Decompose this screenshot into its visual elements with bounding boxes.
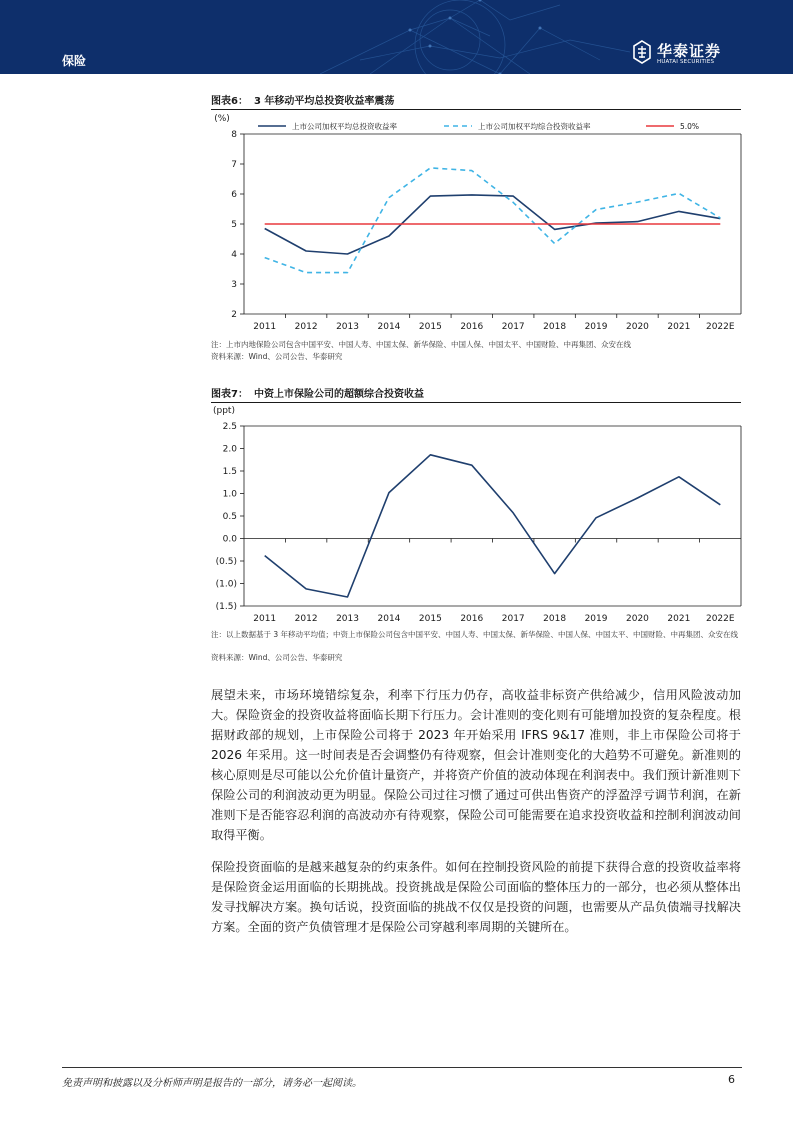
- series-line-2: [265, 168, 721, 273]
- x-tick-label: 2022E: [705, 614, 735, 624]
- chart-total-investment-yield: [206, 110, 746, 335]
- series-line: [265, 455, 721, 597]
- paragraph-outlook: 展望未来，市场环境错综复杂，利率下行压力仍存，高收益非标资产供给减少，信用风险波动加大。保险资金的投资收益将面临长期下行压力。会计准则的变化则有可能增加投资的复杂程度。根据财政部的规划，上市保险公司将于 2023 年开始采用 IFRS 9&17 准则，非上市保险公司将于 2026 年采用。这一时间表是否会调整仍有待观察，但会计准则变化的大趋势不可避免。新准则的核心原则是尽可能以公允价值计量资产，并将资产价值的波动体现在利润表中。我们预计新准则下保险公司的利润波动更为明显。保险公司过往习惯了通过可供出售资产的浮盈浮亏调节利润，在新准则下是否能容忍利润的高波动亦有待观察，保险公司可能需要在追求投资收益和控制利润波动间取得平衡。: [211, 688, 741, 842]
- huatai-logo-icon: [632, 40, 652, 64]
- figure7-source: 资料来源：Wind、公司公告、华泰研究: [211, 653, 343, 662]
- y-unit-label: (ppt): [213, 406, 235, 416]
- x-tick-label: 2014: [377, 322, 401, 332]
- x-tick-label: 2020: [626, 614, 649, 624]
- y-tick-label: 0.0: [222, 534, 237, 545]
- figure6-title: [211, 92, 741, 110]
- x-tick-label: 2015: [418, 614, 442, 624]
- figure6-source: 资料来源：Wind、公司公告、华泰研究: [211, 352, 343, 361]
- y-tick-label: 3: [231, 280, 237, 290]
- huatai-logo: [632, 37, 742, 69]
- figure7-heading: 中资上市保险公司的超额综合投资收益: [253, 389, 424, 400]
- x-tick-label: 2012: [294, 614, 318, 624]
- y-tick-label: 5: [231, 220, 237, 230]
- y-tick-label: 1.0: [222, 489, 237, 500]
- y-tick-label: (0.5): [215, 557, 237, 567]
- y-tick-label: (1.5): [215, 602, 237, 612]
- x-tick-label: 2016: [460, 614, 484, 624]
- x-tick-label: 2019: [584, 322, 608, 332]
- x-tick-label: 2017: [501, 322, 525, 332]
- paragraph-investment-challenge: 保险投资面临的是越来越复杂的约束条件。如何在控制投资风险的前提下获得合意的投资收益率将是保险资金运用面临的长期挑战。投资挑战是保险公司面临的整体压力的一部分，也必须从整体出发寻找解决方案。换句话说，投资面临的挑战不仅仅是投资的问题，也需要从产品负债端寻找解决方案。全面的资产负债管理才是保险公司穿越利率周期的关键所在。: [211, 860, 741, 934]
- x-tick-label: 2011: [253, 322, 277, 332]
- logo-chinese-text: 华泰证券: [657, 42, 722, 60]
- page-header: [0, 0, 793, 74]
- y-tick-label: 6: [231, 190, 237, 200]
- x-tick-label: 2013: [336, 322, 359, 332]
- x-tick-label: 2014: [377, 614, 401, 624]
- legend-label: 上市公司加权平均总投资收益率: [292, 122, 397, 131]
- logo-english-text: HUATAI SECURITIES: [657, 59, 715, 65]
- x-tick-label: 2021: [667, 614, 691, 624]
- figure6-note: 注：上市内地保险公司包含中国平安、中国人寿、中国太保、新华保险、中国人保、中国太平、中国财险、中再集团、众安在线: [211, 340, 631, 349]
- y-unit-label: (%): [214, 114, 230, 124]
- y-tick-label: 2: [231, 310, 237, 320]
- y-tick-label: 2.5: [222, 422, 237, 432]
- x-tick-label: 2020: [626, 322, 649, 332]
- footer-divider: [62, 1067, 742, 1068]
- y-tick-label: 1.5: [222, 467, 237, 477]
- x-tick-label: 2013: [336, 614, 359, 624]
- footer-disclaimer: 免责声明和披露以及分析师声明是报告的一部分，请务必一起阅读。: [62, 1078, 362, 1089]
- y-tick-label: 4: [231, 250, 237, 260]
- x-tick-label: 2011: [253, 614, 277, 624]
- x-tick-label: 2021: [667, 322, 691, 332]
- header-decoration: [300, 0, 630, 74]
- legend-label: 5.0%: [680, 122, 700, 131]
- legend-label: 上市公司加权平均综合投资收益率: [478, 122, 591, 131]
- chart-excess-investment-yield: [206, 400, 746, 625]
- y-tick-label: 8: [231, 130, 237, 140]
- y-tick-label: 7: [231, 160, 237, 170]
- figure6-heading: 3 年移动平均总投资收益率震荡: [253, 96, 395, 107]
- figure7-label: 图表7：: [211, 389, 248, 400]
- y-tick-label: 2.0: [222, 444, 237, 455]
- figure6-label: 图表6：: [211, 96, 248, 107]
- x-tick-label: 2022E: [705, 322, 735, 332]
- x-tick-label: 2019: [584, 614, 608, 624]
- x-tick-label: 2015: [418, 322, 442, 332]
- y-tick-label: (1.0): [215, 579, 237, 590]
- x-tick-label: 2018: [543, 614, 567, 624]
- section-name: 保险: [62, 54, 87, 68]
- y-tick-label: 0.5: [222, 512, 237, 522]
- figure7-note: 注：以上数据基于 3 年移动平均值；中资上市保险公司包含中国平安、中国人寿、中国太保、新华保险、中国人保、中国太平、中国财险、中再集团、众安在线: [211, 630, 739, 639]
- x-tick-label: 2016: [460, 322, 484, 332]
- page-number: 6: [728, 1073, 735, 1086]
- x-tick-label: 2012: [294, 322, 318, 332]
- x-tick-label: 2018: [543, 322, 567, 332]
- x-tick-label: 2017: [501, 614, 525, 624]
